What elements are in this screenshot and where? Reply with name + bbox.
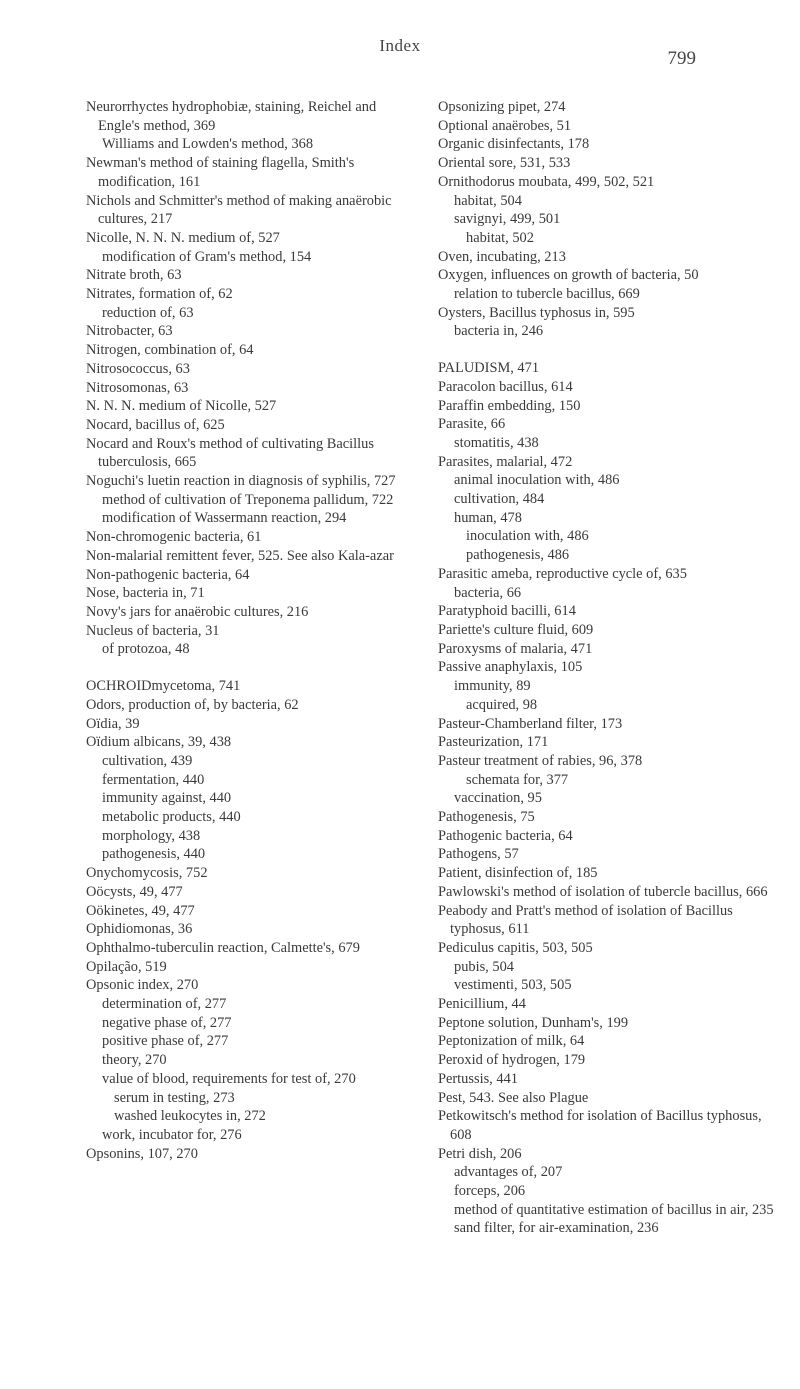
index-subentry: of protozoa, 48 <box>102 641 190 658</box>
index-entry: Parasite, 66 <box>438 416 506 433</box>
index-entry: Oïdia, 39 <box>86 715 140 732</box>
index-subentry: method of cultivation of Treponema pallidum, 722 <box>102 491 394 508</box>
index-entry: Peroxid of hydrogen, 179 <box>438 1052 586 1069</box>
index-entry: Odors, production of, by bacteria, 62 <box>86 696 299 713</box>
index-entry: Oïdium albicans, 39, 438 <box>86 734 232 751</box>
index-entry: Paroxysms of malaria, 471 <box>438 640 593 657</box>
index-column-right <box>438 98 778 1238</box>
index-entry: Newman's method of staining flagella, Smith's modification, 161 <box>86 155 355 190</box>
index-subentry: acquired, 98 <box>466 696 538 713</box>
index-entry: Opsonins, 107, 270 <box>86 1145 198 1162</box>
index-entry: Oven, incubating, 213 <box>438 248 566 265</box>
index-subentry: reduction of, 63 <box>102 304 194 321</box>
index-entry: Paratyphoid bacilli, 614 <box>438 603 576 620</box>
index-subentry: habitat, 502 <box>466 229 534 246</box>
index-entry: Nucleus of bacteria, 31 <box>86 622 220 639</box>
index-subentry: pubis, 504 <box>454 958 514 975</box>
index-entry: Non-malarial remittent fever, 525. See also Kala-azar <box>86 547 394 564</box>
index-entry: Parasites, malarial, 472 <box>438 453 573 470</box>
index-entry: N. N. N. medium of Nicolle, 527 <box>86 398 277 415</box>
running-title: Index <box>379 36 421 55</box>
index-subentry: Williams and Lowden's method, 368 <box>102 136 314 153</box>
index-subentry: fermentation, 440 <box>102 771 205 788</box>
index-subentry: cultivation, 439 <box>102 752 193 769</box>
index-entry: Nocard, bacillus of, 625 <box>86 416 225 433</box>
index-subentry: immunity against, 440 <box>102 790 232 807</box>
index-entry: Nitrosococcus, 63 <box>86 360 190 377</box>
index-subentry: advantages of, 207 <box>454 1164 563 1181</box>
index-subentry: inoculation with, 486 <box>466 528 589 545</box>
index-subentry: relation to tubercle bacillus, 669 <box>454 286 640 303</box>
index-subentry: bacteria in, 246 <box>454 323 544 340</box>
index-entry: Onychomycosis, 752 <box>86 865 208 882</box>
index-entry: Peptone solution, Dunham's, 199 <box>438 1014 629 1031</box>
index-subentry: modification of Gram's method, 154 <box>102 248 312 265</box>
index-entry: Peabody and Pratt's method of isolation of Bacillus typhosus, 611 <box>438 902 733 938</box>
index-subentry: metabolic products, 440 <box>102 809 241 826</box>
index-entry: PALUDISM, 471 <box>438 360 540 377</box>
index-entry: Optional anaërobes, 51 <box>438 117 572 134</box>
index-subentry: human, 478 <box>454 509 522 526</box>
index-entry: Nichols and Schmitter's method of making anaërobic cultures, 217 <box>86 192 392 228</box>
index-subentry: bacteria, 66 <box>454 584 522 601</box>
index-entry: Opsonic index, 270 <box>86 977 199 994</box>
index-entry: Parasitic ameba, reproductive cycle of, 635 <box>438 565 687 582</box>
index-entry: Non-chromogenic bacteria, 61 <box>86 529 262 546</box>
index-entry: Oökinetes, 49, 477 <box>86 902 195 919</box>
index-subentry: theory, 270 <box>102 1052 167 1069</box>
index-entry: Oxygen, influences on growth of bacteria, 50 <box>438 267 699 284</box>
index-subentry: pathogenesis, 486 <box>466 547 570 564</box>
index-entry: Nitrosomonas, 63 <box>86 379 189 396</box>
index-column-left <box>86 98 416 1163</box>
index-subentry: method of quantitative estimation of bacillus in air, 235 <box>454 1201 774 1218</box>
index-subentry: savignyi, 499, 501 <box>454 211 561 228</box>
index-entry: Pasteurization, 171 <box>438 734 549 751</box>
index-subentry: modification of Wassermann reaction, 294 <box>102 510 347 527</box>
index-entry: Pathogenic bacteria, 64 <box>438 827 573 844</box>
index-subentry: determination of, 277 <box>102 996 227 1013</box>
index-entry: Novy's jars for anaërobic cultures, 216 <box>86 603 309 620</box>
index-entry: Passive anaphylaxis, 105 <box>438 659 583 676</box>
index-entry: Pathogenesis, 75 <box>438 809 535 826</box>
index-entry: Nitrate broth, 63 <box>86 267 182 284</box>
index-entry: Penicillium, 44 <box>438 996 526 1013</box>
index-entry: Opsonizing pipet, 274 <box>438 99 566 115</box>
index-subentry: forceps, 206 <box>454 1183 526 1200</box>
index-subentry: value of blood, requirements for test of, 270 <box>102 1070 356 1087</box>
index-entry: Pertussis, 441 <box>438 1070 518 1087</box>
index-subentry: morphology, 438 <box>102 827 201 844</box>
index-entry: Pawlowski's method of isolation of tubercle bacillus, 666 <box>438 883 768 900</box>
index-entry: Non-pathogenic bacteria, 64 <box>86 566 250 583</box>
index-entry: Oriental sore, 531, 533 <box>438 155 571 172</box>
index-subentry: habitat, 504 <box>454 192 522 209</box>
index-entry: Nocard and Roux's method of cultivating Bacillus tuberculosis, 665 <box>86 435 374 471</box>
index-subentry: stomatitis, 438 <box>454 434 539 451</box>
index-entry: Organic disinfectants, 178 <box>438 136 590 153</box>
index-subentry: schemata for, 377 <box>466 771 569 788</box>
index-entry: Pathogens, 57 <box>438 846 519 863</box>
index-subentry: vaccination, 95 <box>454 790 542 807</box>
index-entry: Petri dish, 206 <box>438 1145 522 1162</box>
index-entry: Pest, 543. See also Plague <box>438 1089 589 1106</box>
index-subentry: washed leukocytes in, 272 <box>114 1108 266 1125</box>
index-entry: Peptonization of milk, 64 <box>438 1033 585 1050</box>
index-entry: Ornithodorus moubata, 499, 502, 521 <box>438 173 655 190</box>
index-subentry: work, incubator for, 276 <box>102 1126 242 1143</box>
page-number: 799 <box>667 48 696 69</box>
index-entry: Nitrogen, combination of, 64 <box>86 342 254 359</box>
index-entry: Pediculus capitis, 503, 505 <box>438 939 593 956</box>
index-entry: Opilação, 519 <box>86 958 167 975</box>
index-entry: Paracolon bacillus, 614 <box>438 378 573 395</box>
index-subentry: pathogenesis, 440 <box>102 846 206 863</box>
index-subentry: cultivation, 484 <box>454 491 545 508</box>
index-subentry: animal inoculation with, 486 <box>454 472 620 489</box>
index-entry: Nose, bacteria in, 71 <box>86 585 205 602</box>
index-entry: Pasteur treatment of rabies, 96, 378 <box>438 752 643 769</box>
index-entry: Pariette's culture fluid, 609 <box>438 621 594 638</box>
index-entry: Oysters, Bacillus typhosus in, 595 <box>438 304 635 321</box>
index-entry: Nicolle, N. N. N. medium of, 527 <box>86 229 280 246</box>
index-subentry: negative phase of, 277 <box>102 1014 232 1031</box>
index-entry: Pasteur-Chamberland filter, 173 <box>438 715 623 732</box>
index-subentry: serum in testing, 273 <box>114 1089 235 1106</box>
index-entry: Paraffin embedding, 150 <box>438 397 581 414</box>
index-subentry: vestimenti, 503, 505 <box>454 977 572 994</box>
index-subentry: sand filter, for air-examination, 236 <box>454 1220 659 1237</box>
index-entry: Ophthalmo-tuberculin reaction, Calmette's, 679 <box>86 939 360 956</box>
index-subentry: immunity, 89 <box>454 678 531 695</box>
index-entry: Petkowitsch's method for isolation of Bacillus typhosus, 608 <box>438 1108 762 1143</box>
index-entry: OCHROIDmycetoma, 741 <box>86 678 241 695</box>
index-entry: Oöcysts, 49, 477 <box>86 883 183 900</box>
index-entry: Nitrates, formation of, 62 <box>86 286 233 303</box>
index-entry: Patient, disinfection of, 185 <box>438 865 598 882</box>
index-entry: Ophidiomonas, 36 <box>86 921 193 938</box>
index-entry: Nitrobacter, 63 <box>86 323 173 340</box>
index-entry: Neurorrhyctes hydrophobiæ, staining, Reichel and Engle's method, 369 <box>86 99 377 134</box>
index-entry: Noguchi's luetin reaction in diagnosis of syphilis, 727 <box>86 473 396 490</box>
index-subentry: positive phase of, 277 <box>102 1033 229 1050</box>
